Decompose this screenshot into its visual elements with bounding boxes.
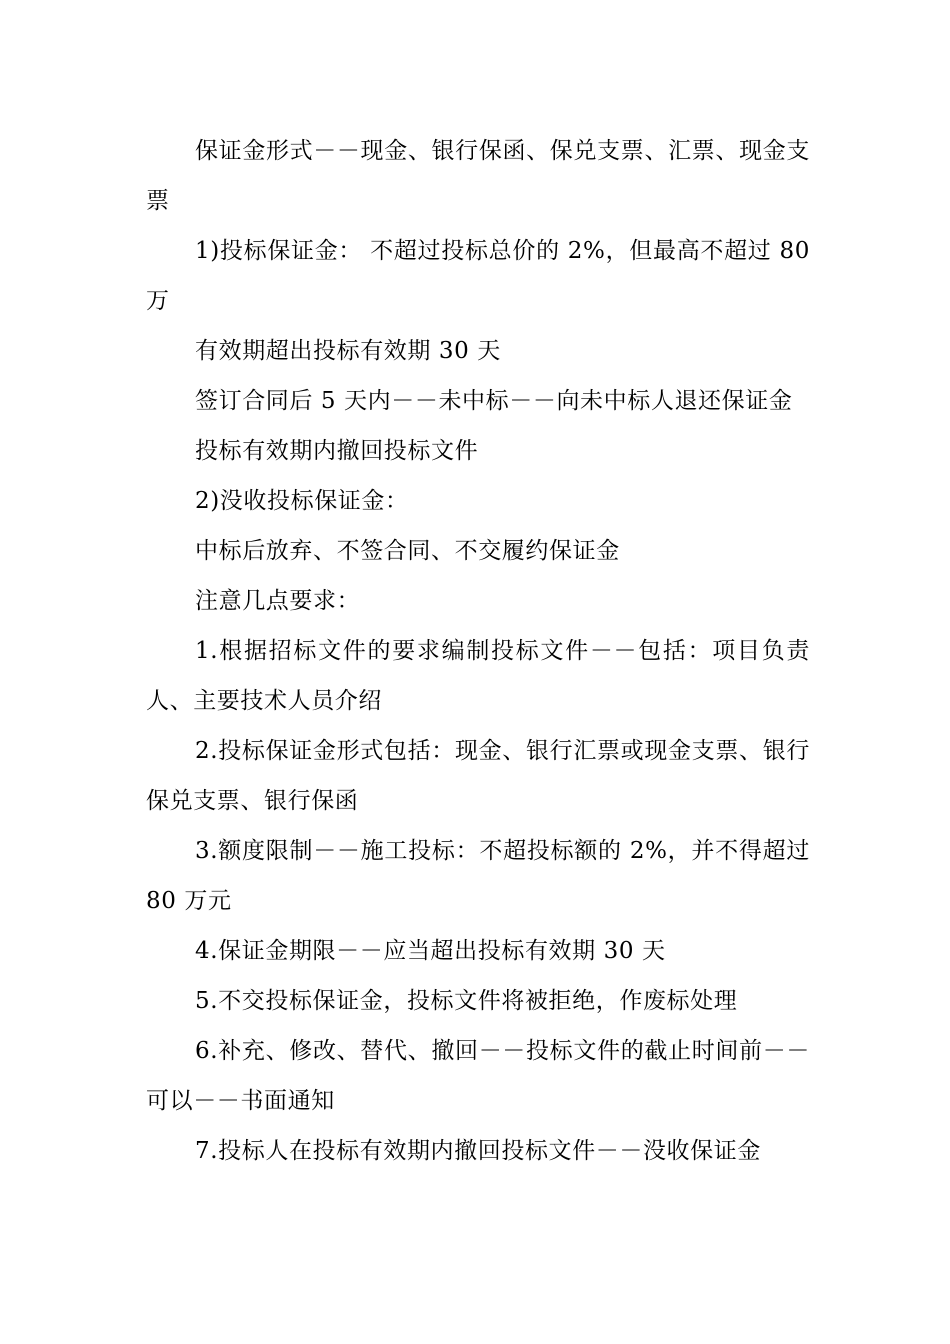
paragraph-14: 6.补充、修改、替代、撤回－－投标文件的截止时间前－－可以－－书面通知 — [146, 1038, 810, 1114]
paragraph-1: 保证金形式－－现金、银行保函、保兑支票、汇票、现金支票 — [146, 138, 810, 214]
paragraph-11: 3.额度限制－－施工投标：不超投标额的 2%，并不得超过 80 万元 — [146, 838, 810, 914]
paragraph-2: 1)投标保证金： 不超过投标总价的 2%，但最高不超过 80 万 — [146, 238, 810, 314]
paragraph-5: 投标有效期内撤回投标文件 — [195, 438, 479, 464]
paragraph-13: 5.不交投标保证金，投标文件将被拒绝，作废标处理 — [195, 988, 738, 1014]
paragraph-3: 有效期超出投标有效期 30 天 — [195, 338, 501, 364]
paragraph-4: 签订合同后 5 天内－－未中标－－向未中标人退还保证金 — [195, 388, 793, 414]
document-body — [146, 126, 810, 1176]
paragraph-10: 2.投标保证金形式包括：现金、银行汇票或现金支票、银行保兑支票、银行保函 — [146, 738, 810, 814]
paragraph-15: 7.投标人在投标有效期内撤回投标文件－－没收保证金 — [195, 1138, 761, 1164]
paragraph-6: 2)没收投标保证金： — [195, 488, 409, 514]
paragraph-7: 中标后放弃、不签合同、不交履约保证金 — [195, 538, 620, 564]
paragraph-12: 4.保证金期限－－应当超出投标有效期 30 天 — [195, 938, 666, 964]
paragraph-9: 1.根据招标文件的要求编制投标文件－－包括：项目负责人、主要技术人员介绍 — [146, 638, 810, 714]
paragraph-8: 注意几点要求： — [195, 588, 361, 614]
